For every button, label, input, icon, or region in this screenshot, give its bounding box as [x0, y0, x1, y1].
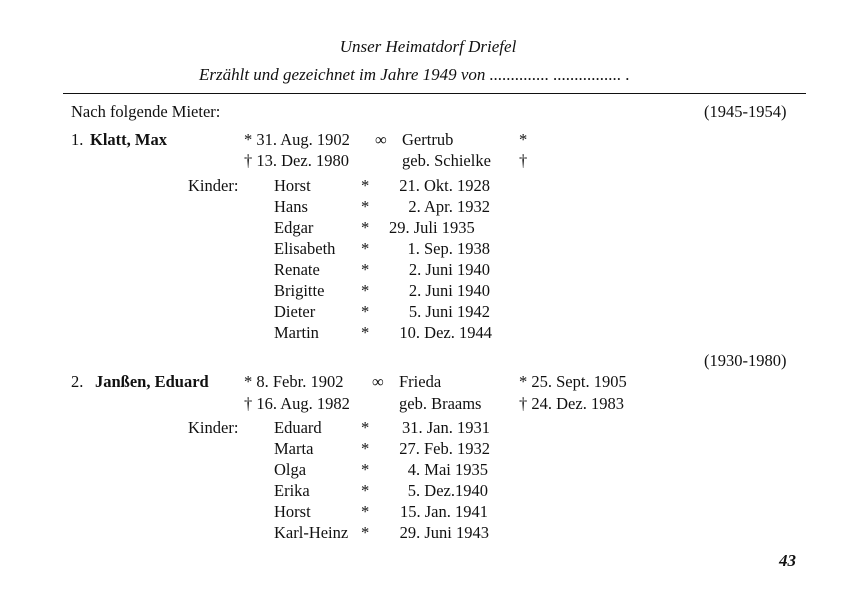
- page-subtitle: Erzählt und gezeichnet im Jahre 1949 von .............. ................ .: [199, 65, 630, 84]
- child-birth-date: 4. Mai 1935: [407, 460, 488, 479]
- child-birth-date: 5. Dez.1940: [407, 481, 488, 500]
- spouse-maiden-name: geb. Schielke: [402, 151, 491, 170]
- marriage-symbol: ∞: [372, 372, 384, 391]
- child-name: Olga: [274, 460, 307, 479]
- child-birth-date: 27. Feb. 1932: [399, 439, 490, 458]
- child-birth-mark: *: [361, 302, 370, 321]
- child-birth-date: 10. Dez. 1944: [399, 323, 492, 342]
- family-head-name: Klatt, Max: [90, 130, 167, 149]
- child-birth-date: 15. Jan. 1941: [400, 502, 488, 521]
- child-birth-mark: *: [361, 502, 370, 521]
- child-name: Eduard: [274, 418, 322, 437]
- child-birth-mark: *: [361, 523, 370, 542]
- family-number: 2.: [71, 372, 84, 391]
- child-birth-mark: *: [361, 481, 370, 500]
- page-title: Unser Heimatdorf Driefel: [339, 37, 517, 56]
- child-name: Dieter: [274, 302, 316, 321]
- child-birth-date: 2. Juni 1940: [408, 260, 490, 279]
- family-number: 1.: [71, 130, 84, 149]
- head-birth: * 31. Aug. 1902: [244, 130, 350, 149]
- child-name: Renate: [274, 260, 320, 279]
- child-birth-mark: *: [361, 281, 370, 300]
- child-birth-mark: *: [361, 418, 370, 437]
- child-name: Brigitte: [274, 281, 325, 300]
- child-birth-mark: *: [361, 439, 370, 458]
- child-birth-mark: *: [361, 218, 370, 237]
- children-label: Kinder:: [188, 418, 239, 437]
- spouse-name: Frieda: [399, 372, 442, 391]
- child-birth-mark: *: [361, 260, 370, 279]
- child-name: Marta: [274, 439, 314, 458]
- head-death: † 13. Dez. 1980: [244, 151, 349, 170]
- child-birth-mark: *: [361, 197, 370, 216]
- period-2: (1930-1980): [704, 351, 787, 370]
- child-birth-date: 1. Sep. 1938: [407, 239, 490, 258]
- child-birth-date: 2. Apr. 1932: [408, 197, 490, 216]
- child-birth-date: 29. Juli 1935: [389, 218, 475, 237]
- child-name: Elisabeth: [274, 239, 336, 258]
- family-head-name: Janßen, Eduard: [95, 372, 209, 391]
- child-birth-date: 2. Juni 1940: [408, 281, 490, 300]
- child-birth-mark: *: [361, 239, 370, 258]
- marriage-symbol: ∞: [375, 130, 387, 149]
- period-1: (1945-1954): [704, 102, 787, 121]
- child-birth-mark: *: [361, 323, 370, 342]
- child-name: Martin: [274, 323, 319, 342]
- child-birth-mark: *: [361, 176, 370, 195]
- spouse-death: † 24. Dez. 1983: [519, 394, 624, 413]
- spouse-maiden-name: geb. Braams: [399, 394, 482, 413]
- child-birth-date: 21. Okt. 1928: [399, 176, 490, 195]
- child-name: Horst: [274, 176, 311, 195]
- children-label: Kinder:: [188, 176, 239, 195]
- child-name: Erika: [274, 481, 310, 500]
- spouse-birth: * 25. Sept. 1905: [519, 372, 627, 391]
- spouse-name: Gertrub: [402, 130, 454, 149]
- spouse-death: †: [519, 151, 528, 170]
- child-birth-date: 29. Juni 1943: [399, 523, 489, 542]
- child-birth-mark: *: [361, 460, 370, 479]
- spouse-birth: *: [519, 130, 528, 149]
- head-birth: * 8. Febr. 1902: [244, 372, 344, 391]
- child-name: Hans: [274, 197, 308, 216]
- child-name: Karl-Heinz: [274, 523, 349, 542]
- tenants-intro: Nach folgende Mieter:: [71, 102, 221, 121]
- child-name: Horst: [274, 502, 311, 521]
- head-death: † 16. Aug. 1982: [244, 394, 350, 413]
- child-birth-date: 5. Juni 1942: [408, 302, 490, 321]
- child-name: Edgar: [274, 218, 314, 237]
- child-birth-date: 31. Jan. 1931: [402, 418, 490, 437]
- header-divider: [63, 93, 806, 94]
- page-number: 43: [779, 551, 796, 570]
